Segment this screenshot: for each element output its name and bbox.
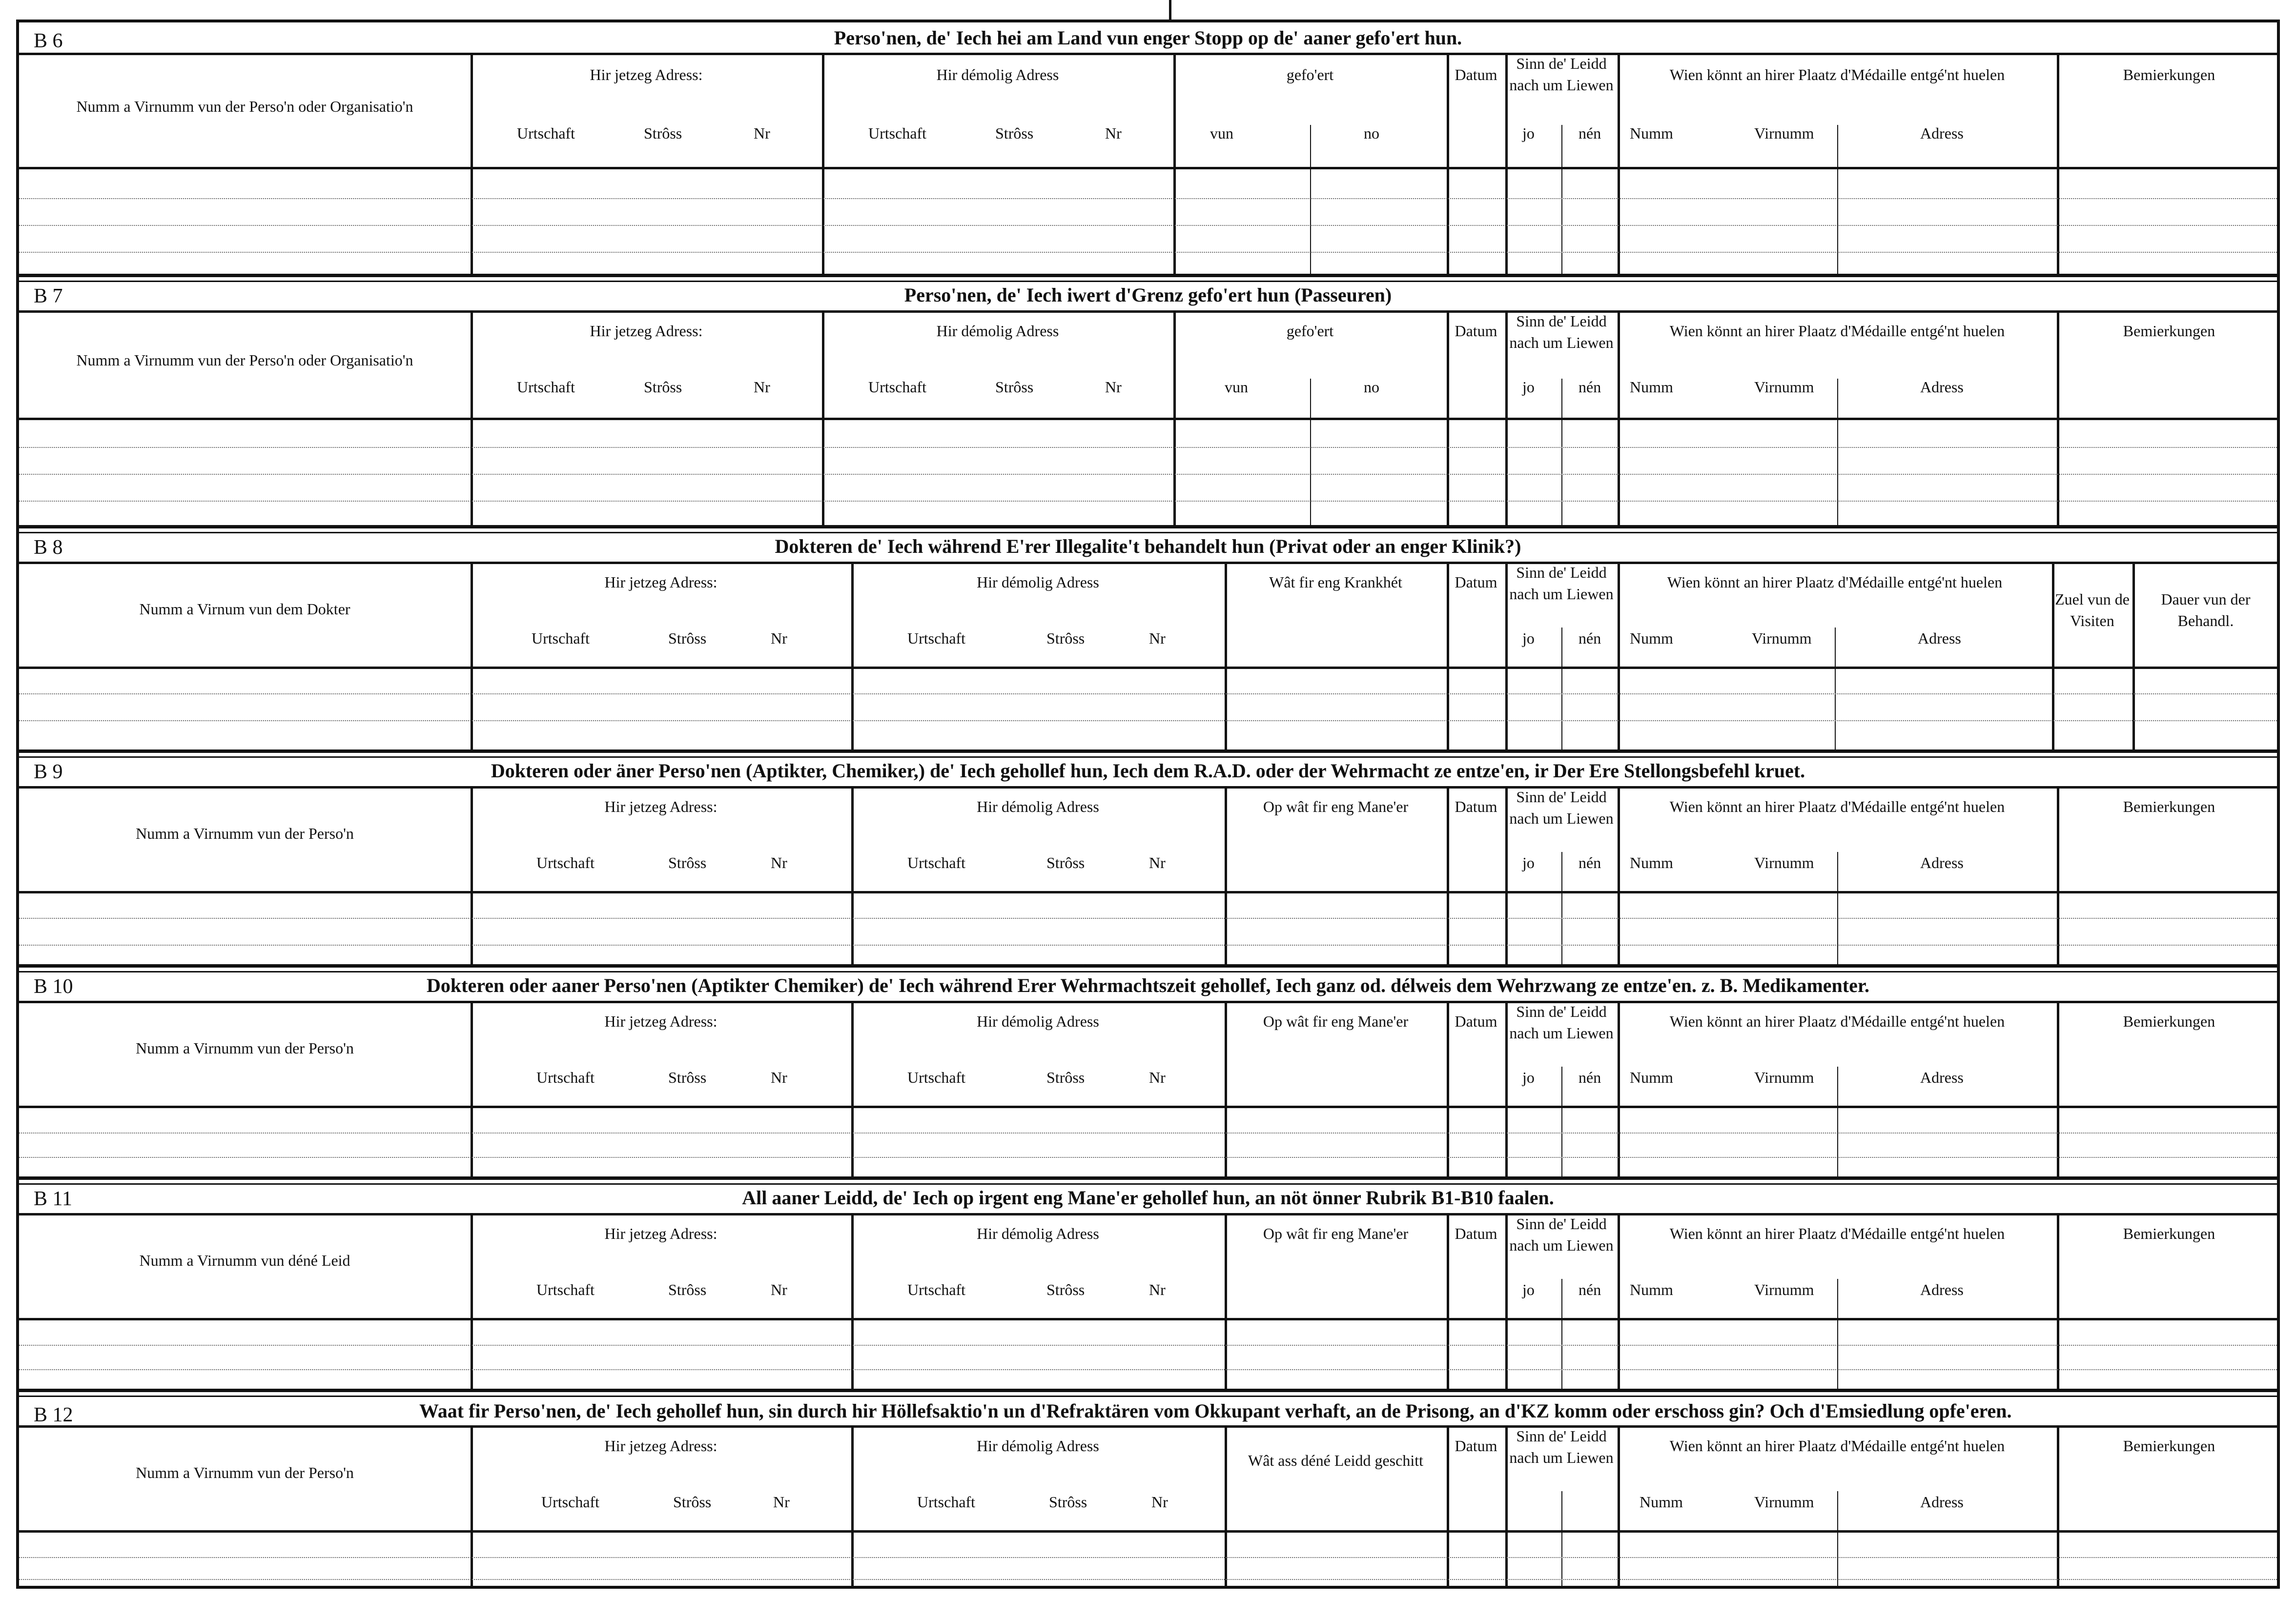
name-label: Numm a Virnumm vun der Perso'n (136, 825, 354, 842)
remarks-label: Bemierkungen (2123, 798, 2215, 815)
section-title: Perso'nen, de' Iech iwert d'Grenz gefo'ert hun (Passeuren) (904, 284, 1392, 306)
town-label: Urtschaft (917, 1493, 976, 1511)
section-title: All aaner Leidd, de' Iech op irgent eng Mane'er gehollef hun, an nöt önner Rubrik B1-B10 faalen. (742, 1187, 1554, 1209)
former-address-label: Hir démolig Adress (936, 66, 1059, 83)
yes-label: jo (1522, 1069, 1535, 1086)
nr-label: Nr (773, 1493, 790, 1511)
section-code: B 11 (34, 1188, 72, 1210)
address-col-label: Adress (1920, 854, 1964, 871)
section-b8 (19, 525, 2277, 749)
medal-label: Wien könnt an hirer Plaatz d'Médaille entgé'nt huelen (1667, 573, 2003, 591)
remarks-label: Bemierkungen (2123, 1225, 2215, 1242)
still-alive-label: Sinn de' Leidd nach um Liewen (1509, 788, 1614, 827)
address-col-label: Adress (1920, 1493, 1964, 1511)
current-address-label: Hir jetzeg Adress: (604, 798, 718, 815)
street-label: Strôss (1046, 1281, 1085, 1298)
name-label: Numm a Virnumm vun déné Leid (139, 1252, 350, 1269)
yes-label: jo (1522, 1281, 1535, 1298)
to-label: no (1364, 378, 1379, 396)
name-label: Numm a Virnumm vun der Perso'n (136, 1039, 354, 1057)
medal-label: Wien könnt an hirer Plaatz d'Médaille entgé'nt huelen (1669, 1437, 2005, 1455)
no-label: nén (1578, 629, 1601, 647)
street-label: Strôss (644, 124, 682, 142)
nr-label: Nr (1105, 378, 1122, 396)
town-label: Urtschaft (907, 629, 966, 647)
section-title: Dokteren oder äner Perso'nen (Aptikter, Chemiker,) de' Iech gehollef hun, Iech dem R.A.D. oder der Wehrmacht ze entze'en, ir Der Ere Stellongsbefehl kruet. (491, 760, 1805, 782)
no-label: nén (1578, 124, 1601, 142)
address-col-label: Adress (1920, 124, 1964, 142)
nr-label: Nr (1149, 1281, 1166, 1298)
firstname-col-label: Virnumm (1754, 1493, 1814, 1511)
still-alive-label: Sinn de' Leidd nach um Liewen (1509, 312, 1614, 351)
no-label: nén (1578, 378, 1601, 396)
name-col-label: Numm (1630, 1281, 1673, 1298)
street-label: Strôss (1046, 629, 1085, 647)
current-address-label: Hir jetzeg Adress: (590, 66, 703, 83)
remarks-label: Bemierkungen (2123, 322, 2215, 340)
nr-label: Nr (754, 124, 770, 142)
former-address-label: Hir démolig Adress (977, 798, 1099, 815)
nr-label: Nr (1151, 1493, 1168, 1511)
section-b7 (19, 274, 2277, 525)
name-label: Numm a Virnumm vun der Perso'n oder Organisatio'n (76, 351, 413, 369)
no-label: nén (1578, 854, 1601, 871)
from-label: vun (1210, 124, 1233, 142)
former-address-label: Hir démolig Adress (977, 1437, 1099, 1455)
address-col-label: Adress (1918, 629, 1961, 647)
still-alive-label: Sinn de' Leidd nach um Liewen (1509, 1003, 1614, 1042)
street-label: Strôss (668, 1069, 707, 1086)
firstname-col-label: Virnumm (1754, 854, 1814, 871)
firstname-col-label: Virnumm (1754, 1281, 1814, 1298)
firstname-col-label: Virnumm (1752, 629, 1812, 647)
town-label: Urtschaft (541, 1493, 600, 1511)
medal-label: Wien könnt an hirer Plaatz d'Médaille entgé'nt huelen (1669, 1225, 2005, 1242)
address-col-label: Adress (1920, 378, 1964, 396)
town-label: Urtschaft (868, 378, 927, 396)
street-label: Strôss (1046, 1069, 1085, 1086)
street-label: Strôss (644, 378, 682, 396)
name-col-label: Numm (1640, 1493, 1683, 1511)
town-label: Urtschaft (536, 854, 595, 871)
nr-label: Nr (1149, 854, 1166, 871)
nr-label: Nr (754, 378, 770, 396)
remarks-label: Bemierkungen (2123, 1012, 2215, 1030)
name-col-label: Numm (1630, 378, 1673, 396)
medal-label: Wien könnt an hirer Plaatz d'Médaille entgé'nt huelen (1669, 322, 2005, 340)
section-code: B 9 (34, 761, 63, 783)
how-label: Op wât fir eng Mane'er (1263, 1225, 1409, 1242)
yes-label: jo (1522, 124, 1535, 142)
remarks-label: Bemierkungen (2123, 1437, 2215, 1455)
section-code: B 6 (34, 30, 63, 52)
town-label: Urtschaft (532, 629, 590, 647)
section-title: Waat fir Perso'nen, de' Iech gehollef hun, sin durch hir Höllefsaktio'n un d'Refraktären vom Okkupant verhaft, an de Prisong, an d'KZ komm oder erschoss gin? Och d'Emsiedlung opfe'eren. (419, 1400, 2012, 1422)
address-col-label: Adress (1920, 1069, 1964, 1086)
current-address-label: Hir jetzeg Adress: (604, 1437, 718, 1455)
medal-label: Wien könnt an hirer Plaatz d'Médaille entgé'nt huelen (1669, 798, 2005, 815)
date-label: Datum (1455, 1437, 1497, 1455)
nr-label: Nr (771, 854, 787, 871)
section-b12 (19, 1389, 2277, 1589)
current-address-label: Hir jetzeg Adress: (590, 322, 703, 340)
duration-label: Dauer vun der Behandl. (2161, 590, 2251, 629)
town-label: Urtschaft (517, 378, 575, 396)
date-label: Datum (1455, 573, 1497, 591)
name-label: Numm a Virnumm vun der Perso'n (136, 1464, 354, 1481)
no-label: nén (1578, 1281, 1601, 1298)
top-edge-mark (1169, 0, 1171, 20)
nr-label: Nr (1105, 124, 1122, 142)
section-b10 (19, 964, 2277, 1176)
street-label: Strôss (1046, 854, 1085, 871)
street-label: Strôss (668, 1281, 707, 1298)
illness-label: Wât fir eng Krankhét (1269, 573, 1402, 591)
still-alive-label: Sinn de' Leidd nach um Liewen (1509, 1427, 1614, 1466)
town-label: Urtschaft (907, 1069, 966, 1086)
section-code: B 12 (34, 1404, 73, 1426)
name-label: Numm a Virnum vun dem Dokter (139, 600, 350, 618)
yes-label: jo (1522, 854, 1535, 871)
to-label: no (1364, 124, 1379, 142)
street-label: Strôss (668, 629, 707, 647)
former-address-label: Hir démolig Adress (936, 322, 1059, 340)
name-label: Numm a Virnumm vun der Perso'n oder Organisatio'n (76, 98, 413, 115)
still-alive-label: Sinn de' Leidd nach um Liewen (1509, 1215, 1614, 1254)
former-address-label: Hir démolig Adress (977, 573, 1099, 591)
registration-form-page (16, 20, 2280, 1589)
firstname-col-label: Virnumm (1754, 124, 1814, 142)
transported-label: gefo'ert (1286, 322, 1334, 340)
how-label: Op wât fir eng Mane'er (1263, 1012, 1409, 1030)
current-address-label: Hir jetzeg Adress: (604, 573, 718, 591)
current-address-label: Hir jetzeg Adress: (604, 1012, 718, 1030)
date-label: Datum (1455, 798, 1497, 815)
section-code: B 10 (34, 975, 73, 998)
date-label: Datum (1455, 1012, 1497, 1030)
nr-label: Nr (1149, 629, 1166, 647)
former-address-label: Hir démolig Adress (977, 1225, 1099, 1242)
from-label: vun (1225, 378, 1248, 396)
address-col-label: Adress (1920, 1281, 1964, 1298)
street-label: Strôss (668, 854, 707, 871)
section-title: Perso'nen, de' Iech hei am Land vun enger Stopp op de' aaner gefo'ert hun. (834, 27, 1462, 49)
date-label: Datum (1455, 322, 1497, 340)
name-col-label: Numm (1630, 629, 1673, 647)
nr-label: Nr (771, 629, 787, 647)
date-label: Datum (1455, 66, 1497, 83)
section-title: Dokteren oder aaner Perso'nen (Aptikter Chemiker) de' Iech während Erer Wehrmachtszeit gehollef, Iech ganz od. délweis dem Wehrzwang ze entze'en. z. B. Medikamenter. (427, 974, 1869, 996)
how-label: Op wât fir eng Mane'er (1263, 798, 1409, 815)
nr-label: Nr (1149, 1069, 1166, 1086)
street-label: Strôss (1049, 1493, 1087, 1511)
firstname-col-label: Virnumm (1754, 1069, 1814, 1086)
name-col-label: Numm (1630, 854, 1673, 871)
street-label: Strôss (995, 378, 1034, 396)
no-label: nén (1578, 1069, 1601, 1086)
nr-label: Nr (771, 1069, 787, 1086)
yes-label: jo (1522, 629, 1535, 647)
former-address-label: Hir démolig Adress (977, 1012, 1099, 1030)
name-col-label: Numm (1630, 124, 1673, 142)
section-code: B 8 (34, 536, 63, 559)
street-label: Strôss (995, 124, 1034, 142)
section-b9 (19, 749, 2277, 964)
medal-label: Wien könnt an hirer Plaatz d'Médaille entgé'nt huelen (1669, 66, 2005, 83)
date-label: Datum (1455, 1225, 1497, 1242)
town-label: Urtschaft (536, 1281, 595, 1298)
section-title: Dokteren de' Iech während E'rer Illegalite't behandelt hun (Privat oder an enger Klinik?) (775, 535, 1521, 557)
section-code: B 7 (34, 285, 63, 307)
street-label: Strôss (673, 1493, 712, 1511)
town-label: Urtschaft (907, 1281, 966, 1298)
section-b11 (19, 1176, 2277, 1389)
town-label: Urtschaft (517, 124, 575, 142)
medal-label: Wien könnt an hirer Plaatz d'Médaille entgé'nt huelen (1669, 1012, 2005, 1030)
firstname-col-label: Virnumm (1754, 378, 1814, 396)
town-label: Urtschaft (868, 124, 927, 142)
transported-label: gefo'ert (1286, 66, 1334, 83)
name-col-label: Numm (1630, 1069, 1673, 1086)
what-happened-label: Wât ass déné Leidd geschitt (1248, 1452, 1423, 1469)
yes-label: jo (1522, 378, 1535, 396)
still-alive-label: Sinn de' Leidd nach um Liewen (1509, 55, 1614, 94)
section-b6 (19, 22, 2277, 274)
nr-label: Nr (771, 1281, 787, 1298)
town-label: Urtschaft (536, 1069, 595, 1086)
still-alive-label: Sinn de' Leidd nach um Liewen (1509, 564, 1614, 603)
remarks-label: Bemierkungen (2123, 66, 2215, 83)
current-address-label: Hir jetzeg Adress: (604, 1225, 718, 1242)
visit-count-label: Zuel vun de Visiten (2055, 590, 2130, 629)
town-label: Urtschaft (907, 854, 966, 871)
